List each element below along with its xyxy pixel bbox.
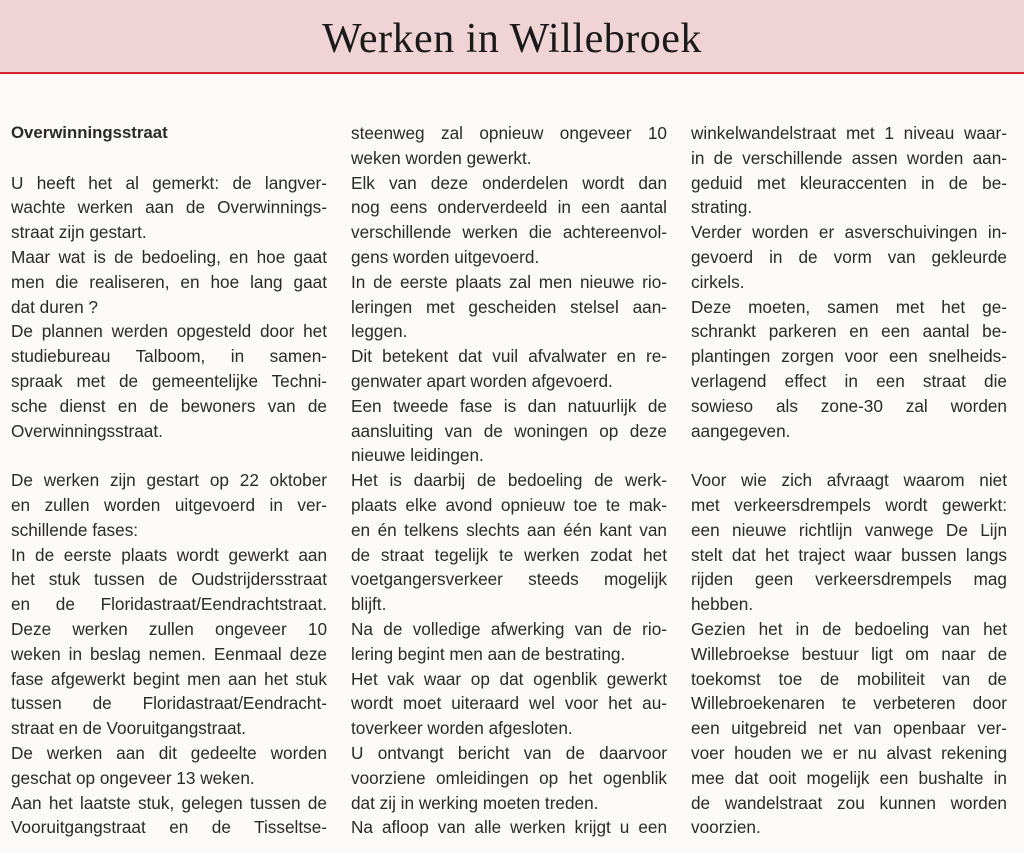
text-line: Deze werken zullen ongeveer 10 [11,618,327,639]
text-line: schrankt parkeren en een aantal be- [691,321,1007,342]
text-line: steenweg zal opnieuw ongeveer 10 [351,123,667,143]
text-line: in de verschillende assen worden aan- [691,147,1007,168]
text-line: genwater apart worden afgevoerd. [351,370,613,391]
page-header [0,0,1024,74]
page-title: Werken in Willebroek [322,16,702,62]
text-line: Na afloop van alle werken krijgt u een [351,817,667,838]
text-line: blijft. [351,594,387,615]
text-column-2 [351,121,667,840]
text-line: wordt moet uiteraard wel voor het au- [351,693,667,714]
text-line: Elk van deze onderdelen wordt dan [351,172,667,193]
text-line: Deze moeten, samen met het ge- [691,296,1007,317]
text-line: De werken aan dit gedeelte worden [11,742,327,763]
text-line: weken worden gewerkt. [351,147,532,168]
text-line: Vooruitgangstraat en de Tisseltse- [11,817,327,838]
text-line: Voor wie zich afvraagt waarom niet [691,470,1007,491]
text-line: toekomst toe de mobiliteit van de [691,668,1007,689]
paragraph-spacer [691,443,1007,468]
text-line: Maar wat is de bedoeling, en hoe gaat [11,246,327,267]
text-line: stelt dat het traject waar bussen langs [691,544,1007,565]
text-line: tussen de Floridastraat/Eendracht- [11,693,327,714]
text-line: nieuwe leidingen. [351,445,484,466]
text-line: mee dat ooit mogelijk een bushalte in [691,767,1007,788]
text-line: geschat op ongeveer 13 weken. [11,767,255,788]
text-line: schillende fases: [11,519,139,540]
paragraph-spacer [11,443,327,468]
text-line: voorzien. [691,817,761,838]
text-line: een nieuwe richtlijn vanwege De Lijn [691,519,1007,540]
text-line: en én telkens slechts aan één kant van [351,519,667,540]
text-line: men die realiseren, en hoe lang gaat [11,271,327,292]
text-line: Een tweede fase is dan natuurlijk de [351,395,667,416]
text-line: Het vak waar op dat ogenblik gewerkt [351,668,667,689]
text-line: De werken zijn gestart op 22 oktober [11,470,327,491]
text-column-1 [11,121,327,840]
text-line: spraak met de gemeentelijke Techni- [11,370,327,391]
text-line: dat zij in werking moeten treden. [351,792,599,813]
text-line: De plannen werden opgesteld door het [11,321,327,342]
text-line: voetgangersverkeer steeds mogelijk [351,569,667,590]
text-line: de wandelstraat zou kunnen worden [691,792,1007,813]
text-line: toverkeer worden afgesloten. [351,718,573,739]
text-line: In de eerste plaats zal men nieuwe rio- [351,271,667,292]
text-line: hebben. [691,594,754,615]
text-line: weken in beslag nemen. Eenmaal deze [11,643,327,664]
text-line: plantingen zorgen voor een snelheids- [691,346,1007,367]
text-line: voorziene omleidingen op het ogenblik [351,767,667,788]
text-line: Verder worden er asverschuivingen in- [691,222,1007,243]
text-line: sche dienst en de bewoners van de [11,395,327,416]
text-line: verschillende werken die achtereenvol- [351,222,667,243]
text-line: Gezien het in de bedoeling van het [691,618,1007,639]
paragraph-spacer [11,146,327,171]
text-line: wachte werken aan de Overwinnings- [11,197,327,218]
text-line: Na de volledige afwerking van de rio- [351,618,667,639]
text-line: gevoerd in de vorm van gekleurde [691,246,1007,267]
text-line: sowieso als zone-30 zal worden [691,395,1007,416]
text-line: voer houden we er nu alvast rekening [691,742,1007,763]
section-heading: Overwinningsstraat [11,123,168,142]
text-line: Aan het laatste stuk, gelegen tussen de [11,792,327,813]
text-line: leggen. [351,321,408,342]
text-line: dat duren ? [11,296,98,317]
text-line: Het is daarbij de bedoeling de werk- [351,470,667,491]
text-line: straat zijn gestart. [11,222,147,243]
text-line: lering begint men aan de bestrating. [351,643,626,664]
text-line: leringen met gescheiden stelsel aan- [351,296,667,317]
text-line: het stuk tussen de Oudstrijdersstraat [11,569,327,590]
text-line: Willebroekenaren te verbeteren door [691,693,1007,714]
text-line: In de eerste plaats wordt gewerkt aan [11,544,327,565]
text-line: straat en de Vooruitgangstraat. [11,718,247,739]
text-line: gens worden uitgevoerd. [351,246,540,267]
text-line: een uitgebreid net van openbaar ver- [691,718,1007,739]
text-line: aansluiting van de woningen op deze [351,420,667,441]
text-line: plaats elke avond opnieuw toe te mak- [351,494,667,515]
text-column-3 [691,121,1007,840]
text-line: studiebureau Talboom, in samen- [11,346,327,367]
text-line: Overwinningsstraat. [11,420,163,441]
text-line: en zullen worden uitgevoerd in ver- [11,494,327,515]
text-line: strating. [691,197,753,218]
text-line: cirkels. [691,271,745,292]
text-line: de straat tegelijk te werken zodat het [351,544,667,565]
text-line: verlagend effect in een straat die [691,370,1007,391]
text-line: geduid met kleuraccenten in de be- [691,172,1007,193]
text-line: met verkeersdrempels wordt gewerkt: [691,494,1007,515]
text-line: fase afgewerkt begint men aan het stuk [11,668,327,689]
text-line: Dit betekent dat vuil afvalwater en re- [351,346,667,367]
text-line: U heeft het al gemerkt: de langver- [11,172,327,193]
text-line: en de Floridastraat/Eendrachtstraat. [11,594,327,615]
text-line: rijden geen verkeersdrempels mag [691,569,1007,590]
text-line: Willebroekse bestuur ligt om naar de [691,643,1007,664]
text-line: nog eens onderverdeeld in een aantal [351,197,667,218]
text-line: aangegeven. [691,420,791,441]
text-line: winkelwandelstraat met 1 niveau waar- [691,123,1007,143]
text-line: U ontvangt bericht van de daarvoor [351,742,667,763]
